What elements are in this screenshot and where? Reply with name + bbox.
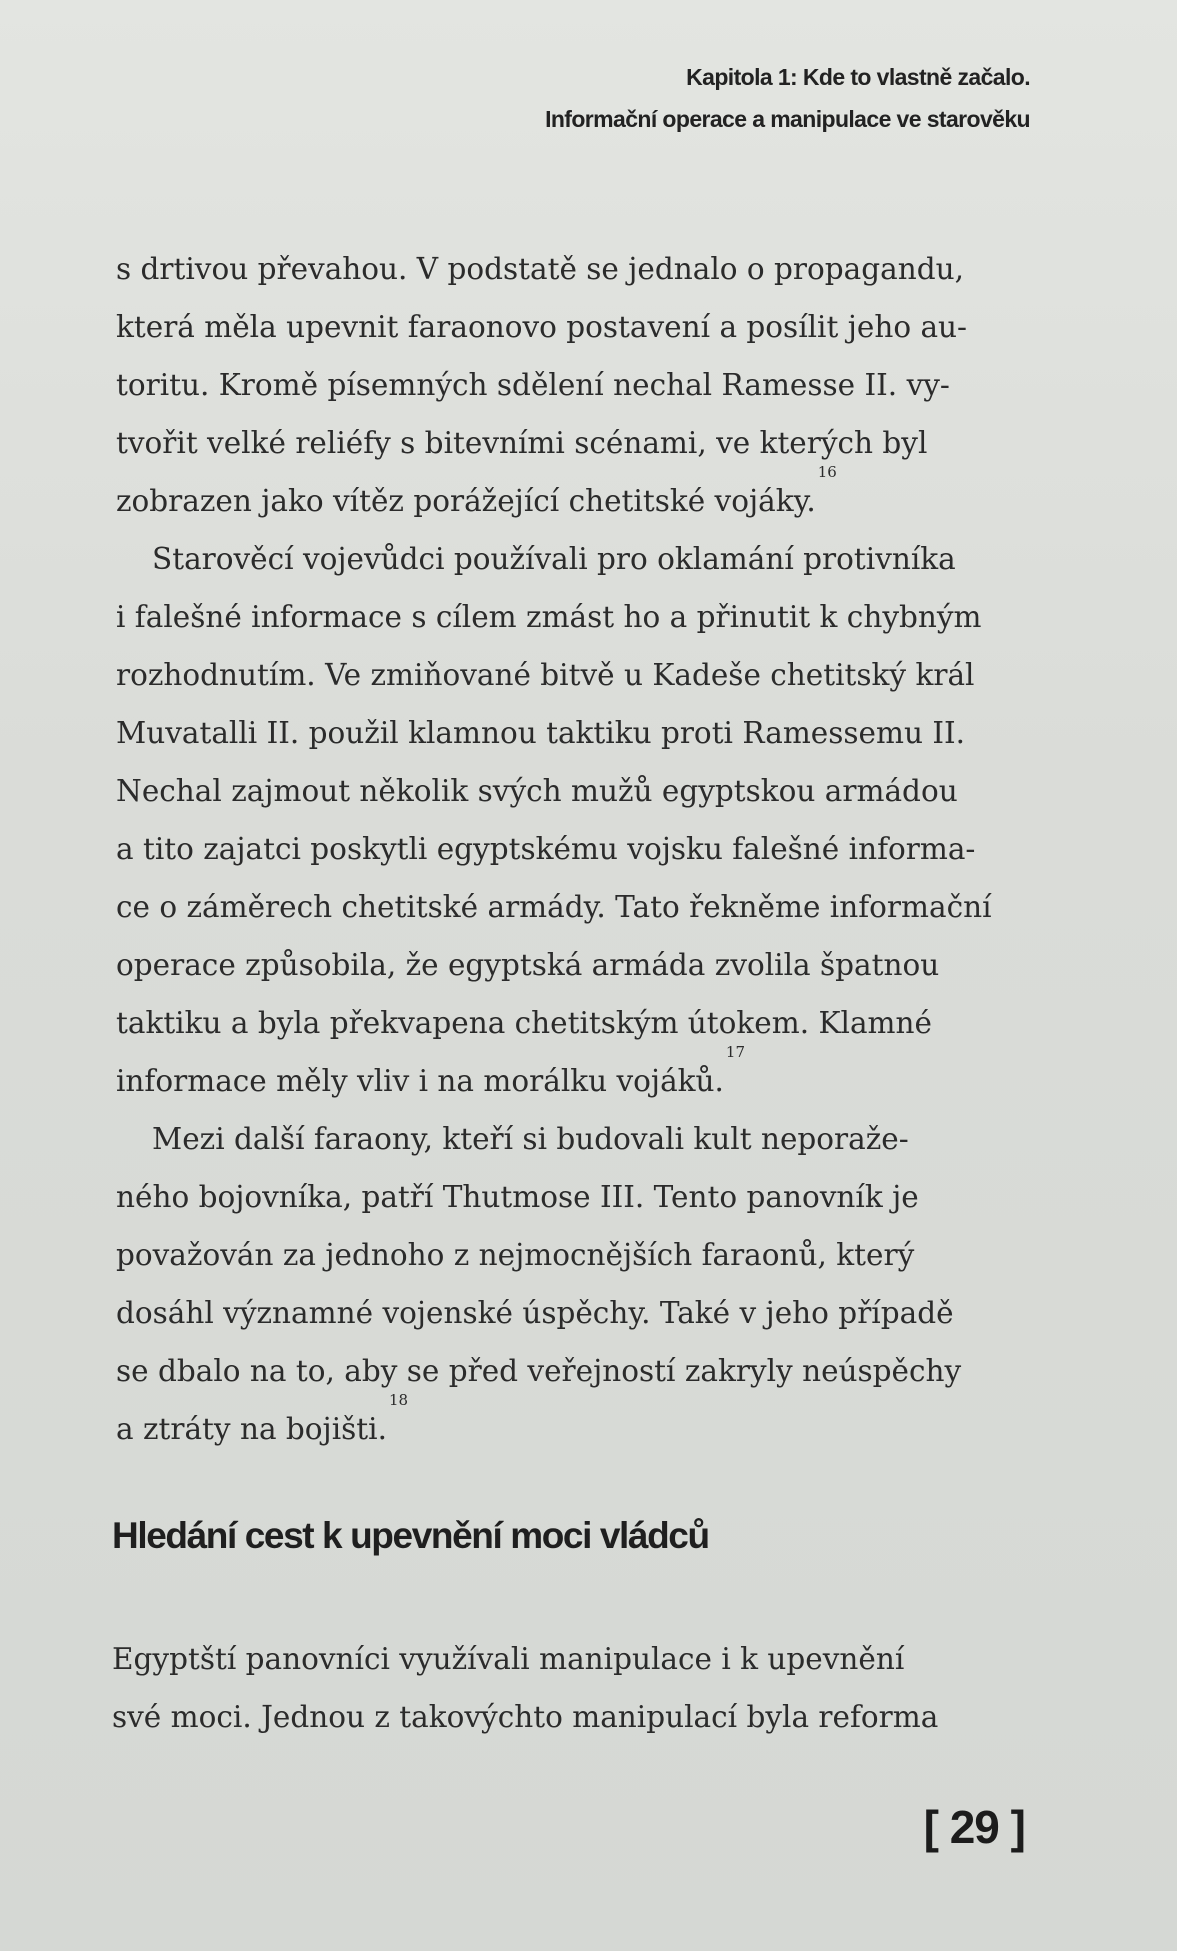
text-line: Egyptští panovníci využívali manipulace i k upevnění	[112, 1642, 905, 1676]
footnote-marker: 18	[388, 1391, 409, 1409]
text-line: operace způsobila, že egyptská armáda zvolila špatnou	[116, 948, 940, 982]
text-line: zobrazen jako vítěz porážející chetitské vojáky. 16	[116, 472, 1024, 530]
running-head-chapter: Kapitola 1: Kde to vlastně začalo.	[686, 64, 1030, 90]
footnote-marker: 17	[725, 1043, 746, 1061]
text-line: i falešné informace s cílem zmást ho a přinutit k chybným	[116, 600, 982, 634]
text-line: ce o záměrech chetitské armády. Tato řekněme informační	[116, 890, 992, 924]
section-heading: Hledání cest k upevnění moci vládců	[112, 1515, 709, 1556]
text-line: se dbalo na to, aby se před veřejností zakryly neúspěchy	[116, 1354, 962, 1388]
text-line: považován za jednoho z nejmocnějších faraonů, který	[116, 1238, 915, 1272]
running-head	[545, 56, 1030, 140]
text-line: tvořit velké reliéfy s bitevními scénami, ve kterých byl	[116, 426, 928, 460]
section-text	[112, 1630, 1024, 1746]
text-line: své moci. Jednou z takovýchto manipulací byla reforma	[112, 1700, 939, 1734]
text-line: toritu. Kromě písemných sdělení nechal Ramesse II. vy-	[116, 368, 950, 402]
text-line: rozhodnutím. Ve zmiňované bitvě u Kadeše chetitský král	[116, 658, 975, 692]
text-line: a tito zajatci poskytli egyptskému vojsku falešné informa-	[116, 832, 976, 866]
text-line: s drtivou převahou. V podstatě se jednalo o propagandu,	[116, 252, 964, 286]
text-line: Starověcí vojevůdci používali pro oklamání protivníka	[152, 542, 956, 576]
page-number: [ 29 ]	[923, 1801, 1025, 1853]
running-head-subtitle: Informační operace a manipulace ve starověku	[545, 106, 1030, 132]
text-line: Mezi další faraony, kteří si budovali kult neporaže-	[152, 1122, 909, 1156]
text-line: informace měly vliv i na morálku vojáků. 17	[116, 1052, 1024, 1110]
text-line: ného bojovníka, patří Thutmose III. Tento panovník je	[116, 1180, 919, 1214]
footnote-marker: 16	[817, 463, 837, 481]
body-text	[116, 240, 1024, 1458]
text-line: Muvatalli II. použil klamnou taktiku proti Ramessemu II.	[116, 716, 966, 750]
text-line: dosáhl významné vojenské úspěchy. Také v jeho případě	[116, 1296, 954, 1330]
text-line: Nechal zajmout několik svých mužů egyptskou armádou	[116, 774, 958, 808]
text-line: a ztráty na bojišti. 18	[116, 1400, 1024, 1458]
text-line: která měla upevnit faraonovo postavení a posílit jeho au-	[116, 310, 968, 344]
text-line: taktiku a byla překvapena chetitským útokem. Klamné	[116, 1006, 932, 1040]
